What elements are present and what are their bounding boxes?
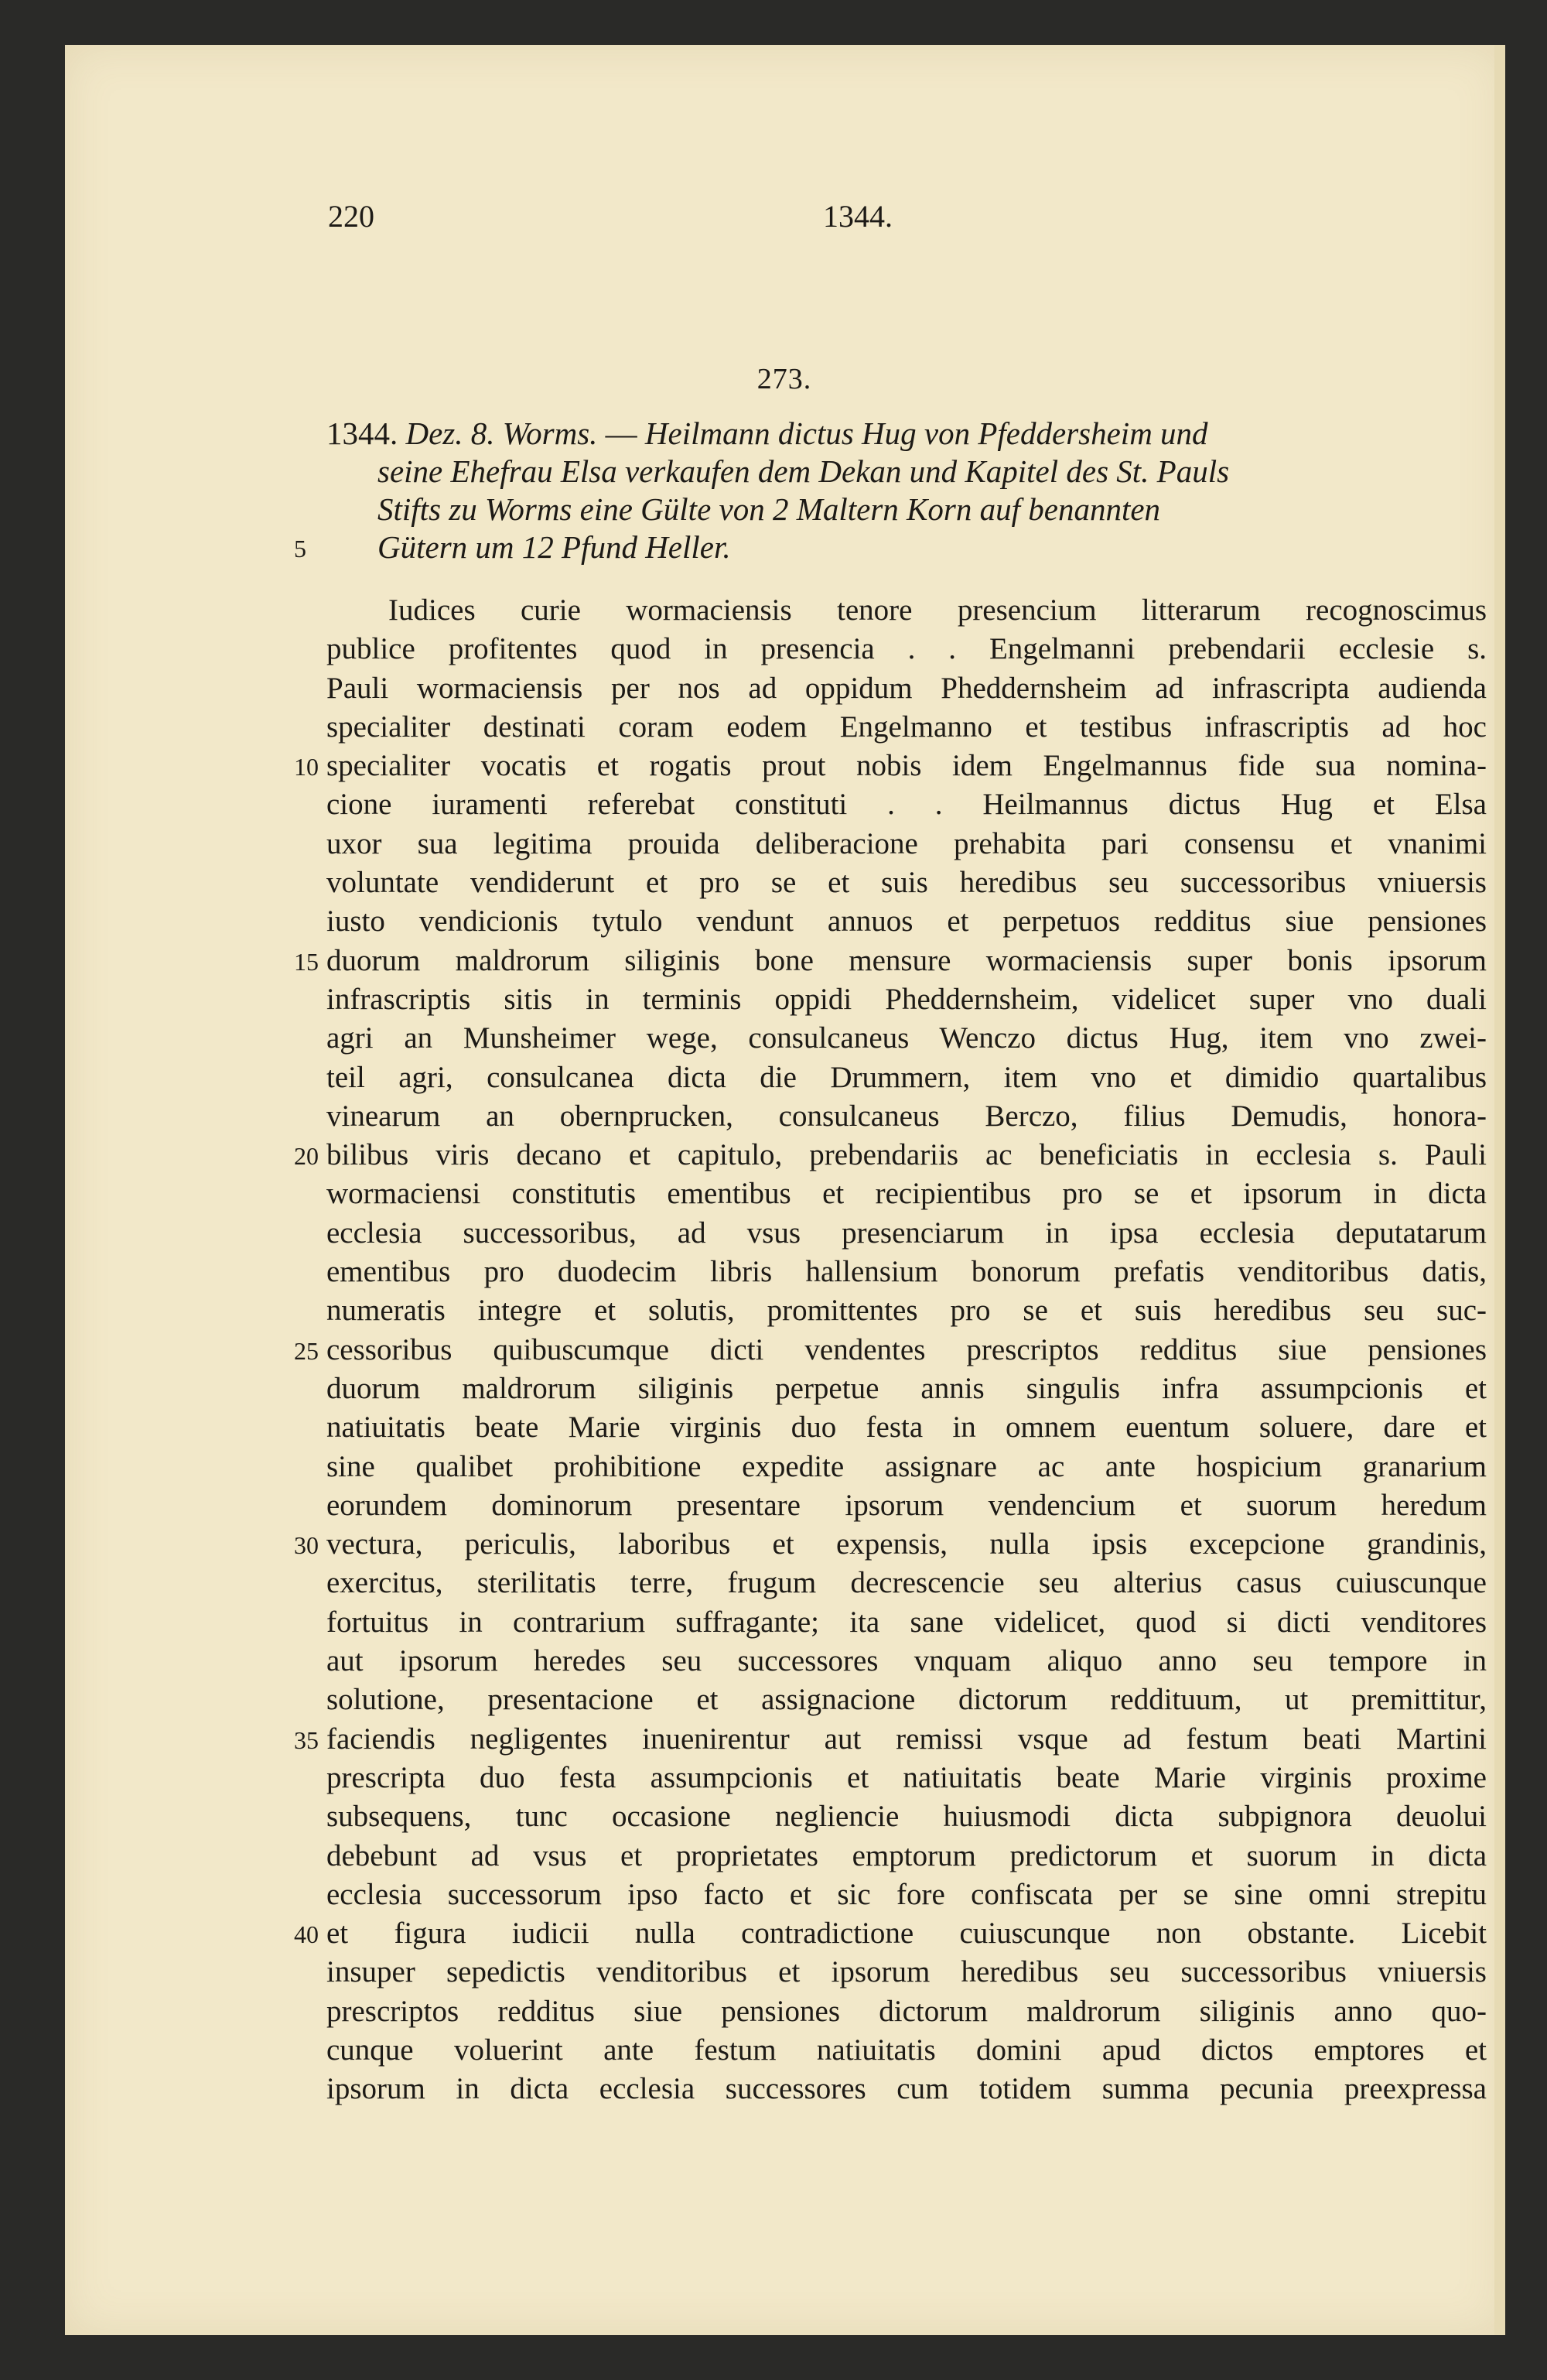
text-line: teil agri, consulcanea dicta die Drummern, item vno et dimidio quartalibus [326, 1060, 1487, 1094]
text-line: subsequens, tunc occasione negliencie huiusmodi dicta subpignora deuolui [326, 1800, 1487, 1834]
document-body [326, 591, 1487, 2109]
text-line: agri an Munsheimer wege, consulcaneus Wenczo dictus Hug, item vno zwei- [326, 1021, 1487, 1055]
text-line: bilibus viris decano et capitulo, prebendariis ac beneficiatis in ecclesia s. Pauli [326, 1138, 1487, 1172]
line-number: 25 [294, 1336, 319, 1365]
text-line: infrascriptis sitis in terminis oppidi Pheddernsheim, videlicet super vno duali [326, 982, 1487, 1016]
text-line: publice profitentes quod in presencia . . Engelmanni prebendarii ecclesie s. [326, 632, 1487, 666]
regest-line: seine Ehefrau Elsa verkaufen dem Dekan und Kapitel des St. Pauls [377, 453, 1230, 489]
text-line: et figura iudicii nulla contradictione cuiuscunque non obstante. Licebit [326, 1917, 1487, 1951]
regest-line: Gütern um 12 Pfund Heller. [377, 529, 731, 565]
line-number: 20 [294, 1142, 319, 1171]
line-number: 15 [294, 947, 319, 976]
line-number: 35 [294, 1725, 319, 1754]
regest-line [326, 415, 1487, 453]
page-edge [1494, 45, 1505, 2335]
text-line: fortuitus in contrarium suffragante; ita sane videlicet, quod si dicti venditores [326, 1605, 1487, 1639]
regest-line: Stifts zu Worms eine Gülte von 2 Maltern Korn auf benannten [377, 491, 1161, 527]
text-line: wormaciensi constitutis ementibus et recipientibus pro se et ipsorum in dicta [326, 1177, 1487, 1211]
text-line: ecclesia successorum ipso facto et sic fore confiscata per se sine omni strepitu [326, 1877, 1487, 1911]
text-line: prescriptos redditus siue pensiones dictorum maldrorum siliginis anno quo- [326, 1994, 1487, 2028]
text-line: uxor sua legitima prouida deliberacione prehabita pari consensu et vnanimi [326, 826, 1487, 860]
regest-summary [326, 415, 1487, 566]
text-line: ementibus pro duodecim libris hallensium bonorum prefatis venditoribus datis, [326, 1255, 1487, 1289]
text-line: ecclesia successoribus, ad vsus presenciarum in ipsa ecclesia deputatarum [326, 1216, 1487, 1250]
regest-date: 1344. [326, 415, 398, 451]
text-line: duorum maldrorum siliginis bone mensure wormaciensis super bonis ipsorum [326, 943, 1487, 977]
text-line: faciendis negligentes inuenirentur aut remissi vsque ad festum beati Martini [326, 1722, 1487, 1756]
text-line: cione iuramenti referebat constituti . . Heilmannus dictus Hug et Elsa [326, 788, 1487, 822]
text-line: vectura, periculis, laboribus et expensis, nulla ipsis excepcione grandinis, [326, 1527, 1487, 1561]
regest-text: Heilmann dictus Hug von Pfeddersheim und [644, 415, 1208, 451]
text-line: debebunt ad vsus et proprietates emptorum predictorum et suorum in dicta [326, 1838, 1487, 1872]
page-number: 220 [328, 199, 374, 234]
text-line: ipsorum in dicta ecclesia successores cum totidem summa pecunia preexpressa [326, 2072, 1487, 2106]
line-number: 40 [294, 1920, 319, 1949]
text-line: aut ipsorum heredes seu successores vnquam aliquo anno seu tempore in [326, 1644, 1487, 1678]
text-line: voluntate vendiderunt et pro se et suis heredibus seu successoribus vniuersis [326, 866, 1487, 900]
text-line: Iudices curie wormaciensis tenore presencium litterarum recognoscimus [388, 593, 1487, 627]
line-number: 30 [294, 1531, 319, 1560]
text-line: prescripta duo festa assumpcionis et natiuitatis beate Marie virginis proxime [326, 1760, 1487, 1794]
text-line: natiuitatis beate Marie virginis duo festa in omnem euentum soluere, dare et [326, 1411, 1487, 1445]
text-line: solutione, presentacione et assignacione dictorum reddituum, ut premittitur, [326, 1683, 1487, 1717]
text-line: duorum maldrorum siliginis perpetue annis singulis infra assumpcionis et [326, 1371, 1487, 1405]
text-line: specialiter destinati coram eodem Engelmanno et testibus infrascriptis ad hoc [326, 710, 1487, 744]
text-line: iusto vendicionis tytulo vendunt annuos et perpetuos redditus siue pensiones [326, 904, 1487, 939]
text-line: specialiter vocatis et rogatis prout nobis idem Engelmannus fide sua nomina- [326, 749, 1487, 783]
text-line: insuper sepedictis venditoribus et ipsorum heredibus seu successoribus vniuersis [326, 1955, 1487, 1989]
text-line: Pauli wormaciensis per nos ad oppidum Pheddernsheim ad infrascripta audienda [326, 671, 1487, 705]
text-line: sine qualibet prohibitione expedite assignare ac ante hospicium granarium [326, 1449, 1487, 1483]
text-line: vinearum an obernprucken, consulcaneus Berczo, filius Demudis, honora- [326, 1099, 1487, 1133]
document-number: 273. [756, 363, 812, 395]
text-line: exercitus, sterilitatis terre, frugum decrescencie seu alterius casus cuiuscunque [326, 1566, 1487, 1600]
line-number: 10 [294, 753, 319, 781]
text-line: cunque voluerint ante festum natiuitatis domini apud dictos emptores et [326, 2033, 1487, 2067]
line-number: 5 [294, 535, 306, 563]
running-head-year: 1344. [823, 199, 893, 234]
book-page [65, 45, 1504, 2335]
text-line: eorundem dominorum presentare ipsorum vendencium et suorum heredum [326, 1488, 1487, 1522]
regest-date-place: Dez. 8. Worms. [405, 415, 598, 451]
text-line: numeratis integre et solutis, promittentes pro se et suis heredibus seu suc- [326, 1294, 1487, 1328]
text-line: cessoribus quibuscumque dicti vendentes prescriptos redditus siue pensiones [326, 1332, 1487, 1366]
regest-dash: — [605, 415, 637, 451]
